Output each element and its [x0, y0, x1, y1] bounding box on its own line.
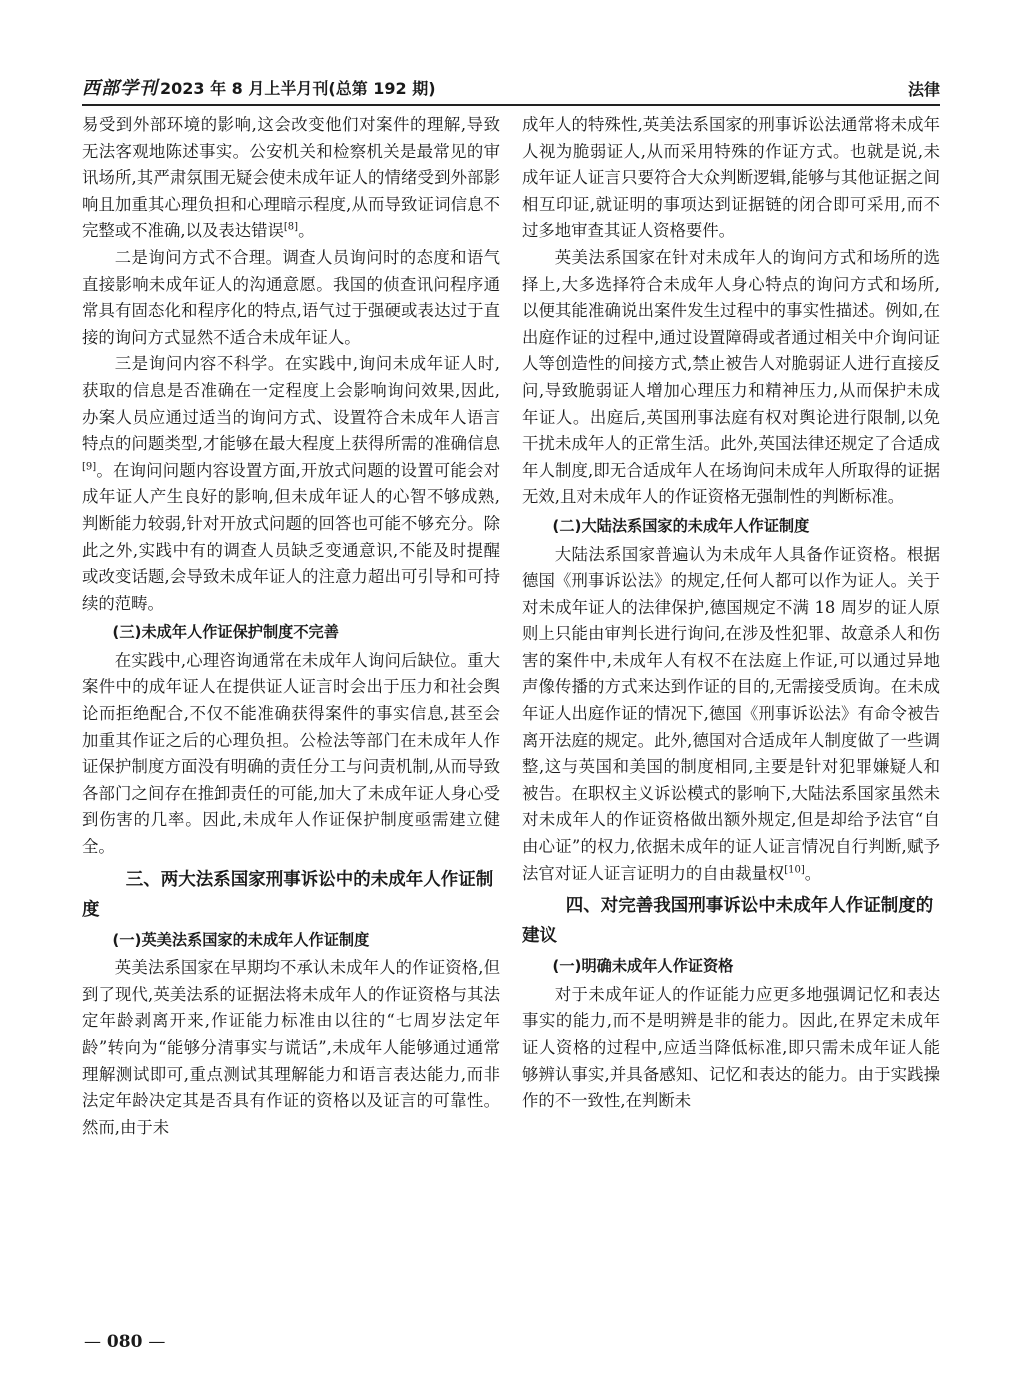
paragraph-text: 三是询问内容不科学。在实践中,询问未成年证人时,获取的信息是否准确在一定程度上会影响询问效果,因此,办案人员应通过适当的询问方式、设置符合未成年人语言特点的问题类型,才能够在最大程度上获得所需的准确信息	[82, 354, 500, 454]
section-tag: 法律	[907, 80, 940, 99]
paragraph	[522, 982, 940, 1115]
paragraph-text-tail: 。	[298, 221, 315, 241]
left-column	[82, 112, 500, 1299]
paragraph	[82, 245, 500, 351]
paragraph	[82, 351, 500, 617]
running-header	[82, 70, 940, 106]
subsection-heading	[522, 953, 940, 980]
footer-dash-right: —	[148, 1332, 166, 1352]
subsection-heading	[522, 513, 940, 540]
paragraph-text: 二是询问方式不合理。调查人员询问时的态度和语气直接影响未成年证人的沟通意愿。我国的侦查讯问程序通常具有固态化和程序化的特点,语气过于强硬或表达过于直接的询问方式显然不适合未成年证人。	[82, 247, 500, 347]
paragraph	[82, 112, 500, 245]
body-columns	[82, 112, 940, 1299]
paragraph	[522, 245, 940, 511]
citation-ref: [9]	[82, 461, 97, 473]
footer-dash-left: —	[84, 1332, 101, 1352]
paragraph-text: 成年人的特殊性,英美法系国家的刑事诉讼法通常将未成年人视为脆弱证人,从而采用特殊的作证方式。也就是说,未成年证人证言只要符合大众判断逻辑,能够与其他证据之间相互印证,就证明的事项达到证据链的闭合即可采用,而不过多地审查其证人资格要件。	[522, 115, 940, 241]
paragraph	[82, 955, 500, 1141]
paragraph	[82, 648, 500, 861]
paragraph-text: (一)明确未成年人作证资格	[552, 957, 734, 976]
paragraph-text: (三)未成年人作证保护制度不完善	[112, 623, 339, 642]
paragraph-text: (二)大陆法系国家的未成年人作证制度	[552, 516, 810, 535]
section-heading	[82, 865, 500, 925]
paragraph-text-tail: 。	[804, 863, 822, 883]
paragraph-text: (一)英美法系国家的未成年人作证制度	[112, 930, 370, 949]
citation-ref: [8]	[283, 221, 299, 233]
journal-logo: 西部学刊	[82, 78, 158, 99]
header-left	[82, 74, 436, 100]
paragraph-text: 英美法系国家在早期均不承认未成年人的作证资格,但到了现代,英美法系的证据法将未成年人的作证资格与其法定年龄剥离开来,作证能力标准由以往的“七周岁法定年龄”转向为“能够分清事实与谎话”,未成年人能够通过通常理解测试即可,重点测试其理解能力和语言表达能力,而非法定年龄决定其是否具有作证的资格以及证言的可靠性。然而,由于未	[82, 958, 500, 1137]
citation-ref: [10]	[784, 864, 805, 876]
issue-info: 2023 年 8 月上半月刊(总第 192 期)	[160, 79, 436, 98]
right-column	[522, 112, 940, 1299]
paragraph-text: 易受到外部环境的影响,这会改变他们对案件的理解,导致无法客观地陈述事实。公安机关和检察机关是最常见的审讯场所,其严肃氛围无疑会使未成年证人的情绪受到外部影响且加重其心理负担和心理暗示程度,从而导致证词信息不完整或不准确,以及表达错误	[82, 115, 500, 241]
paragraph-text: 在实践中,心理咨询通常在未成年人询问后缺位。重大案件中的成年证人在提供证人证言时会出于压力和社会舆论而拒绝配合,不仅不能准确获得案件的事实信息,甚至会加重其作证之后的心理负担。公检法等部门在未成年人作证保护制度方面没有明确的责任分工与问责机制,从而导致各部门之间存在推卸责任的可能,加大了未成年证人身心受到伤害的几率。因此,未成年人作证保护制度亟需建立健全。	[82, 650, 500, 857]
subsection-heading	[82, 927, 500, 954]
subsection-heading	[82, 619, 500, 646]
paragraph	[522, 112, 940, 245]
paragraph-text: 英美法系国家在针对未成年人的询问方式和场所的选择上,大多选择符合未成年人身心特点的询问方式和场所,以便其能准确说出案件发生过程中的事实性描述。例如,在出庭作证的过程中,通过设置障碍或者通过相关中介询问证人等创造性的间接方式,禁止被告人对脆弱证人进行直接反问,导致脆弱证人增加心理压力和精神压力,从而保护未成年证人。出庭后,英国刑事法庭有权对舆论进行限制,以免干扰未成年人的正常生活。此外,英国法律还规定了合适成年人制度,即无合适成年人在场询问未成年人所取得的证据无效,且对未成年人的作证资格无强制性的判断标准。	[522, 247, 940, 507]
paragraph-text: 四、对完善我国刑事诉讼中未成年人作证制度的建议	[522, 896, 934, 947]
paragraph-text: 对于未成年证人的作证能力应更多地强调记忆和表达事实的能力,而不是明辨是非的能力。因此,在界定未成年证人资格的过程中,应适当降低标准,即只需未成年证人能够辨认事实,并具备感知、记忆和表达的能力。由于实践操作的不一致性,在判断未	[522, 984, 940, 1111]
paragraph-text: 三、两大法系国家刑事诉讼中的未成年人作证制度	[82, 869, 494, 920]
paragraph-text-tail: 。在询问问题内容设置方面,开放式问题的设置可能会对成年证人产生良好的影响,但未成年证人的心智不够成熟,判断能力较弱,针对开放式问题的回答也可能不够充分。除此之外,实践中有的调查人员缺乏变通意识,不能及时提醒或改变话题,会导致未成年证人的注意力超出可引导和可持续的范畴。	[82, 460, 500, 613]
section-heading	[522, 891, 940, 951]
page-footer	[84, 1332, 165, 1352]
page-number: 080	[106, 1332, 143, 1352]
paragraph	[522, 542, 940, 888]
paragraph-text: 大陆法系国家普遍认为未成年人具备作证资格。根据德国《刑事诉讼法》的规定,任何人都可以作为证人。关于对未成年证人的法律保护,德国规定不满 18 周岁的证人原则上只能由审判长进行询问,在涉及性犯罪、故意杀人和伤害的案件中,未成年人有权不在法庭上作证,可以通过异地声像传播的方式来达到作证的目的,无需接受质询。在未成年证人出庭作证的情况下,德国《刑事诉讼法》有命令被告离开法庭的规定。此外,德国对合适成年人制度做了一些调整,这与英国和美国的制度相同,主要是针对犯罪嫌疑人和被告。在职权主义诉讼模式的影响下,大陆法系国家虽然未对未成年人的作证资格做出额外规定,但是却给予法官“自由心证”的权力,依据未成年的证人证言情况自行判断,赋予法官对证人证言证明力的自由裁量权	[522, 544, 940, 883]
